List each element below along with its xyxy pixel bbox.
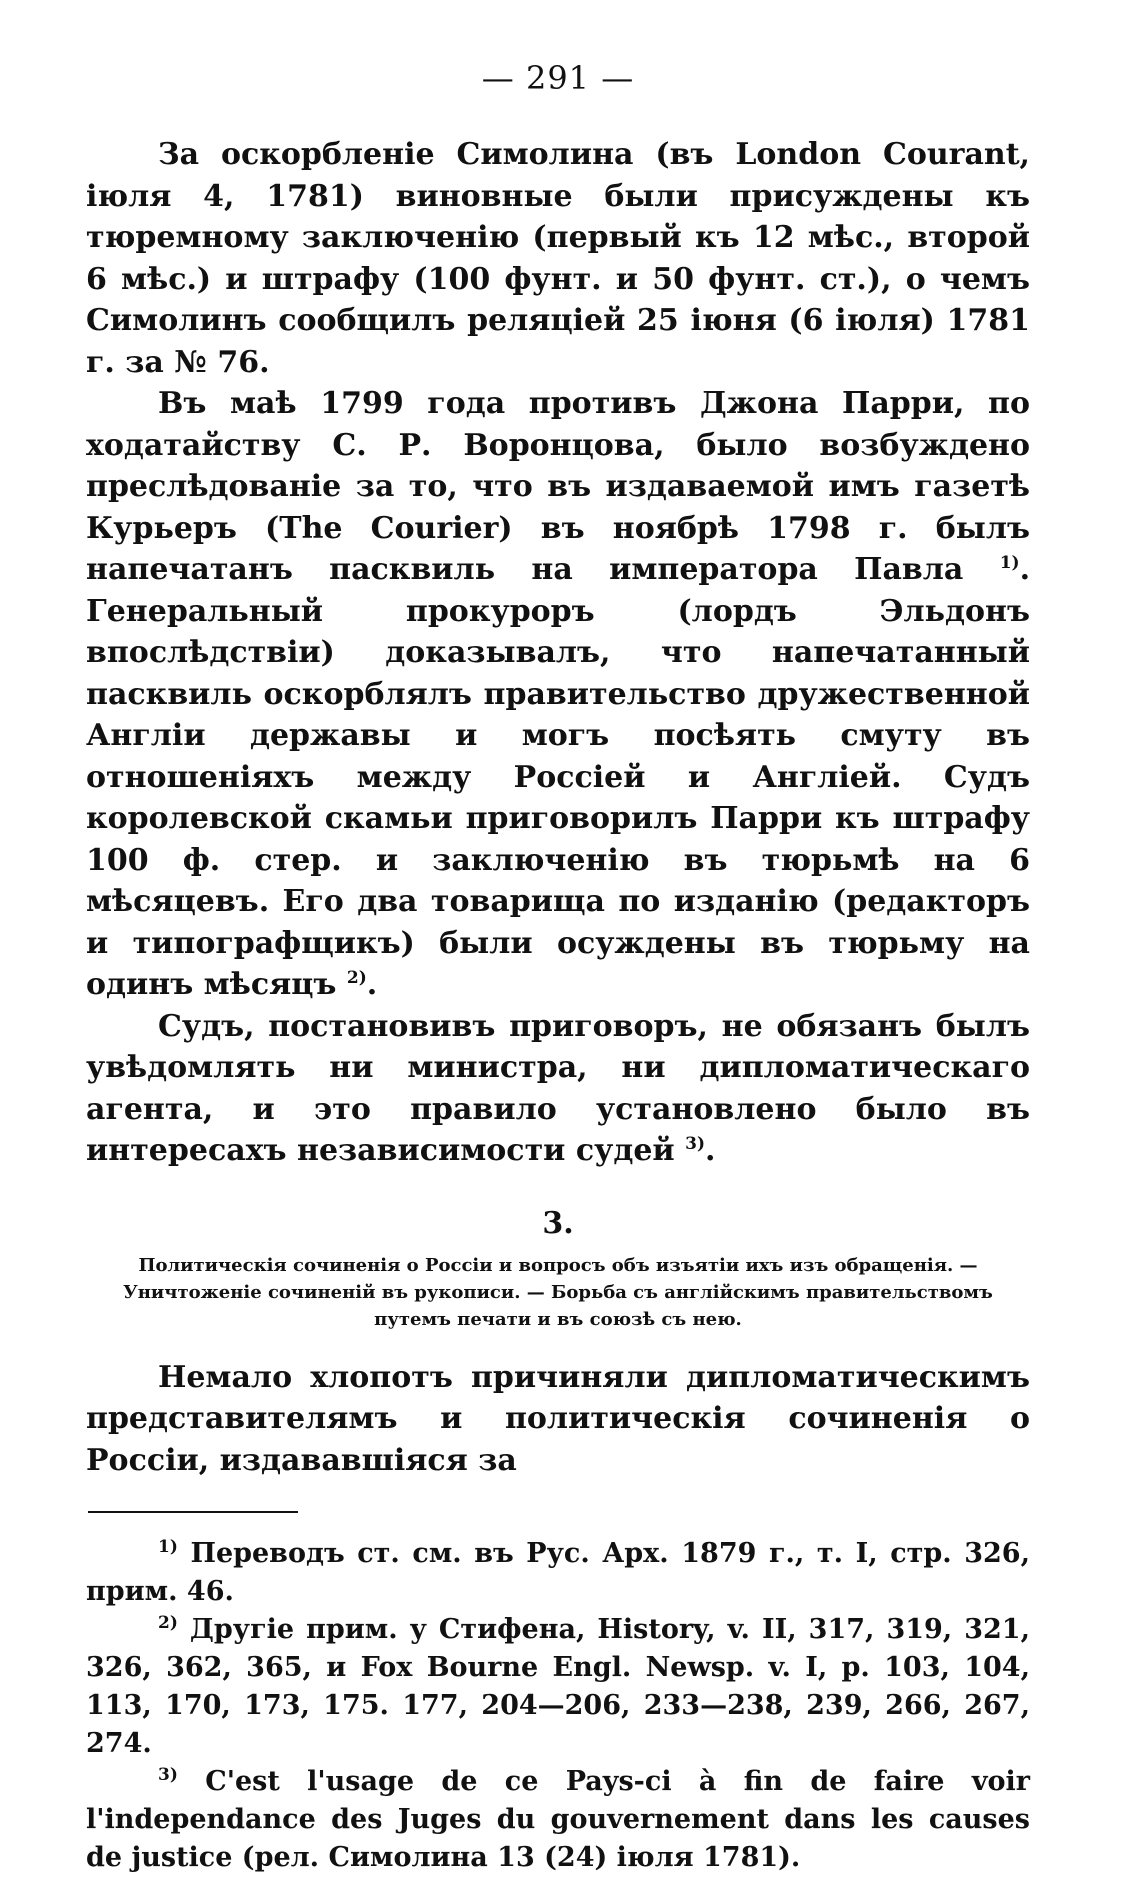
section-text: [86, 1357, 1030, 1482]
paragraph-text: Судъ, постановивъ приговоръ, не обязанъ былъ увѣдомлять ни министра, ни дипломатическаго агента, и это правило установлено было въ интересахъ независимости судей: [86, 1008, 1030, 1168]
footnotes: [86, 1535, 1030, 1877]
book-page: [86, 58, 1030, 1877]
footnote-ref: 1): [999, 553, 1020, 573]
paragraph-text: Немало хлопотъ причиняли дипломатическимъ представителямъ и политическія сочиненія о Россіи, издававшіяся за: [86, 1359, 1030, 1478]
footnote-mark: 2): [158, 1613, 178, 1633]
footnote-text: C'est l'usage de ce Pays-ci à fin de faire voir l'independance des Juges du gouvernement dans les causes de justice (рел. Симолина 13 (24) іюля 1781).: [86, 1766, 1030, 1873]
page-number: — 291 —: [481, 59, 635, 97]
section-heading: 3.: [542, 1205, 574, 1241]
footnote: [86, 1535, 1030, 1611]
footnote-ref: 3): [685, 1134, 705, 1154]
footnote-text: Другіе прим. у Стифена, History, v. II, 317, 319, 321, 326, 362, 365, и Fox Bourne Engl. Newsp. v. I, p. 103, 104, 113, 170, 173, 175. 177, 204—206, 233—238, 239, 266, 267, 274.: [86, 1614, 1030, 1759]
footnote: [86, 1611, 1030, 1763]
footnote-divider: [88, 1511, 298, 1513]
paragraph: Судъ, постановивъ приговоръ, не обязанъ былъ увѣдомлять ни министра, ни дипломатическаго агента, и это правило установлено было въ интересахъ независимости судей $^{3)}$.: [86, 1008, 1030, 1168]
paragraph: Въ маѣ 1799 года противъ Джона Парри, по ходатайству С. Р. Воронцова, было возбуждено преслѣдованіе за то, что въ издаваемой имъ газетѣ Курьеръ (The Courier) въ ноябрѣ 1798 г. былъ напечатанъ пасквиль на императора Павла $^{1)}$. Генеральный прокуроръ (лордъ Эльдонъ впослѣдствіи) доказывалъ, что напечатанный пасквиль оскорблялъ правительство дружественной Англіи державы и могъ посѣять смуту въ отношеніяхъ между Россіей и Англіей. Судъ королевской скамьи приговорилъ Парри къ штрафу 100 ф. стер. и заключенію въ тюрьмѣ на 6 мѣсяцевъ. Его два товарища по изданію (редакторъ и типографщикъ) были осуждены въ тюрьму на одинъ мѣсяцъ $^{2)}$.: [86, 386, 1031, 1002]
footnote: [86, 1763, 1030, 1877]
paragraph: [86, 1357, 1030, 1482]
footnote-mark: 3): [158, 1765, 178, 1785]
footnote-mark: 1): [158, 1537, 178, 1557]
section-summary: Политическія сочиненія о Россіи и вопросъ объ изъятіи ихъ изъ обращенія. — Уничтоженіе сочиненій въ рукописи. — Борьба съ англійскимъ правительствомъ путемъ печати и въ союзѣ съ нею.: [123, 1254, 993, 1330]
paragraph: [86, 134, 1030, 383]
footnote-text: Переводъ ст. см. въ Рус. Арх. 1879 г., т. I, стр. 326, прим. 46.: [86, 1538, 1030, 1607]
main-text: [86, 134, 1030, 1172]
paragraph-text: Въ маѣ 1799 года противъ Джона Парри, по ходатайству С. Р. Воронцова, было возбуждено преслѣдованіе за то, что въ издаваемой имъ газетѣ Курьеръ (The Courier) въ ноябрѣ 1798 г. былъ напечатанъ пасквиль на императора Павла: [86, 386, 1030, 587]
paragraph-text: За оскорбленіе Симолина (въ London Courant, іюля 4, 1781) виновные были присуждены къ тюремному заключенію (первый къ 12 мѣс., второй 6 мѣс.) и штрафу (100 фунт. и 50 фунт. ст.), о чемъ Симолинъ сообщилъ реляціей 25 іюня (6 іюля) 1781 г. за № 76.: [86, 137, 1030, 380]
paragraph-text: Генеральный прокуроръ (лордъ Эльдонъ впослѣдствіи) доказывалъ, что напечатанный пасквиль оскорблялъ правительство дружественной Англіи державы и могъ посѣять смуту въ отношеніяхъ между Россіей и Англіей. Судъ королевской скамьи приговорилъ Парри къ штрафу 100 ф. стер. и заключенію въ тюрьмѣ на 6 мѣсяцевъ. Его два товарища по изданію (редакторъ и типографщикъ) были осуждены въ тюрьму на одинъ мѣсяцъ: [86, 593, 1030, 1002]
footnote-ref: 2): [346, 968, 367, 988]
